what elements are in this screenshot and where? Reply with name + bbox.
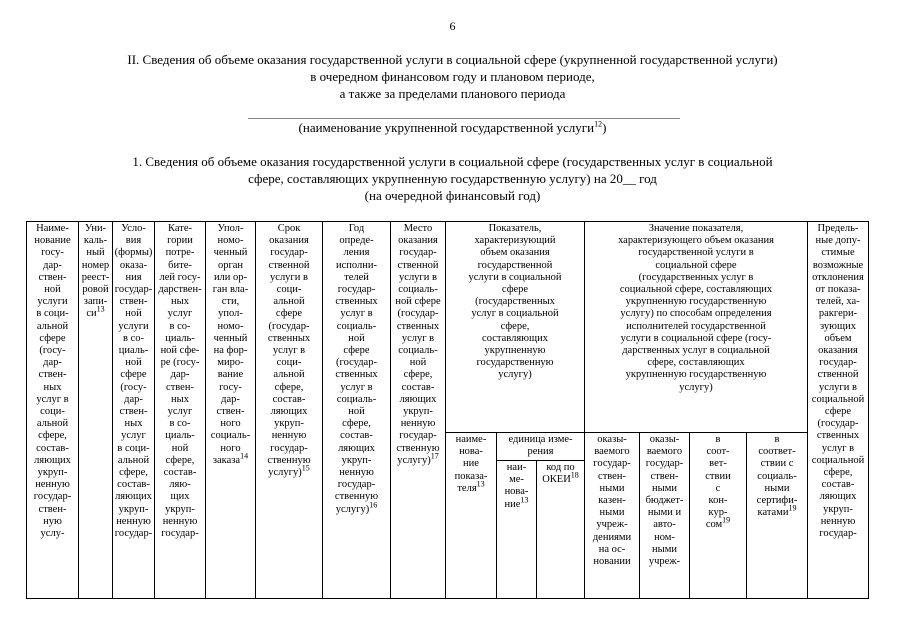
section-title-line-2: в очередном финансовом году и плановом периоде,	[310, 69, 595, 84]
col-value-certificates: в соответ- ствии с социаль- ными сертифи- катами$^{19}$	[747, 433, 808, 599]
service-name-caption: (наименование укрупненной государственной услуги$^{12}$)	[298, 119, 607, 135]
col-unique-number: Уни- каль- ный номер реест- ровой запи- $си^{13}$	[79, 222, 113, 599]
section-title-line-3: а также за пределами планового периода	[339, 86, 566, 101]
col-unit-okei: код по ОКЕИ$^{18}$	[537, 461, 585, 599]
col-unit-name: наи- ме- нова- ние$^{13}$	[497, 461, 537, 599]
col-year: Год опреде- ления исполни- телей государ- ственных услуг в социаль- ной сфере (государ- ственных услуг в социаль- ной сфере, состав- ляющих укруп- ненную государ- ственную услугу)$^{16}$	[323, 222, 391, 599]
service-name-blank-line	[248, 118, 680, 119]
col-deviation: Предель- ные допу- стимые возможные отклонения от показа- телей, ха- ракгери- зующих объем оказания государ- ственной услуги в социальной сфере (государ- ственных услуг в социальной сфере, состав- ляющих укруп- ненную государ-	[808, 222, 869, 599]
col-value-state-institutions: оказы- ваемого государ- ствен- ными казен- ными учреж- дениями на ос- новании	[585, 433, 640, 599]
col-categories: Кате- гории потре- бите- лей госу- дарствен- ных услуг в со- циаль- ной сфе- ре (госу- дар- ствен- ных услуг в со- циаль- ной сфере, состав- ляю- щих укруп- ненную государ-	[155, 222, 206, 599]
col-authorized-body: Упол- номо- ченный орган или ор- ган вла- сти, упол- номо- ченный на фор- миро- вание госу- дар- ствен- ного социаль- ного заказа$^{14}$	[206, 222, 256, 599]
col-value-budget-institutions: оказы- ваемого государ- ствен- ными бюджет- ными и авто- ном- ными учреж-	[640, 433, 690, 599]
subsection-title-line-2: сфере, составляющих укрупненную государственную услугу) на 20__ год	[248, 171, 657, 186]
col-place: Место оказания государ- ственной услуги в социаль- ной сфере (государ- ственных услуг в социаль- ной сфере, состав- ляющих укруп- ненную государ- ственную услугу)$^{17}$	[391, 222, 446, 599]
col-indicator-group: Показатель, характеризующий объем оказания государственной услуги в социальной сфере (государственных услуг в социальной сфере, составляющих укрупненную государственную услугу)	[446, 222, 585, 433]
col-indicator-name: наиме- нова- ние показа- теля$^{13}$	[446, 433, 497, 599]
col-conditions: Усло- вия (формы) оказа- ния государ- ствен- ной услуги в со- циаль- ной сфере (госу- дар- ствен- ных услуг в соци- альной сфере, состав- ляющих укруп- ненную государ-	[113, 222, 155, 599]
subsection-title-line-1: 1. Сведения об объеме оказания государственной услуги в социальной сфере (государственных услуг в социальной	[132, 154, 773, 169]
col-service-name: Наиме- нование госу- дар- ствен- ной услуги в соци- альной сфере (госу- дар- ствен- ных услуг в соци- альной сфере, состав- ляющих укруп- ненную государ- ствен- ную услу-	[27, 222, 79, 599]
volume-indicators-table	[26, 221, 869, 599]
col-value-group: Значение показателя, характеризующего объем оказания государственной услуги в социальной сфере (государственных услуг в социальной сфере, составляющих укрупненную государственную услугу) по способам определения исполнителей государственной услуги в социальной сфере (госу- дарственных услуг в социальной сфере, составляющих укрупненную государственную услугу)	[585, 222, 808, 433]
section-title-line-1: II. Сведения об объеме оказания государственной услуги в социальной сфере (укрупненной государственной услуги)	[127, 52, 778, 67]
col-value-competition: в соот- вет- ствии с кон- кур- сом$^{19}$	[690, 433, 747, 599]
subsection-title-line-3: (на очередной финансовый год)	[364, 188, 541, 203]
col-unit-group: единица изме- рения	[497, 433, 585, 461]
col-term: Срок оказания государ- ственной услуги в соци- альной сфере (государ- ственных услуг в соци- альной сфере, состав- ляющих укруп- ненную государ- ственную услугу)$^{15}$	[256, 222, 323, 599]
page-number: 6	[449, 19, 456, 33]
